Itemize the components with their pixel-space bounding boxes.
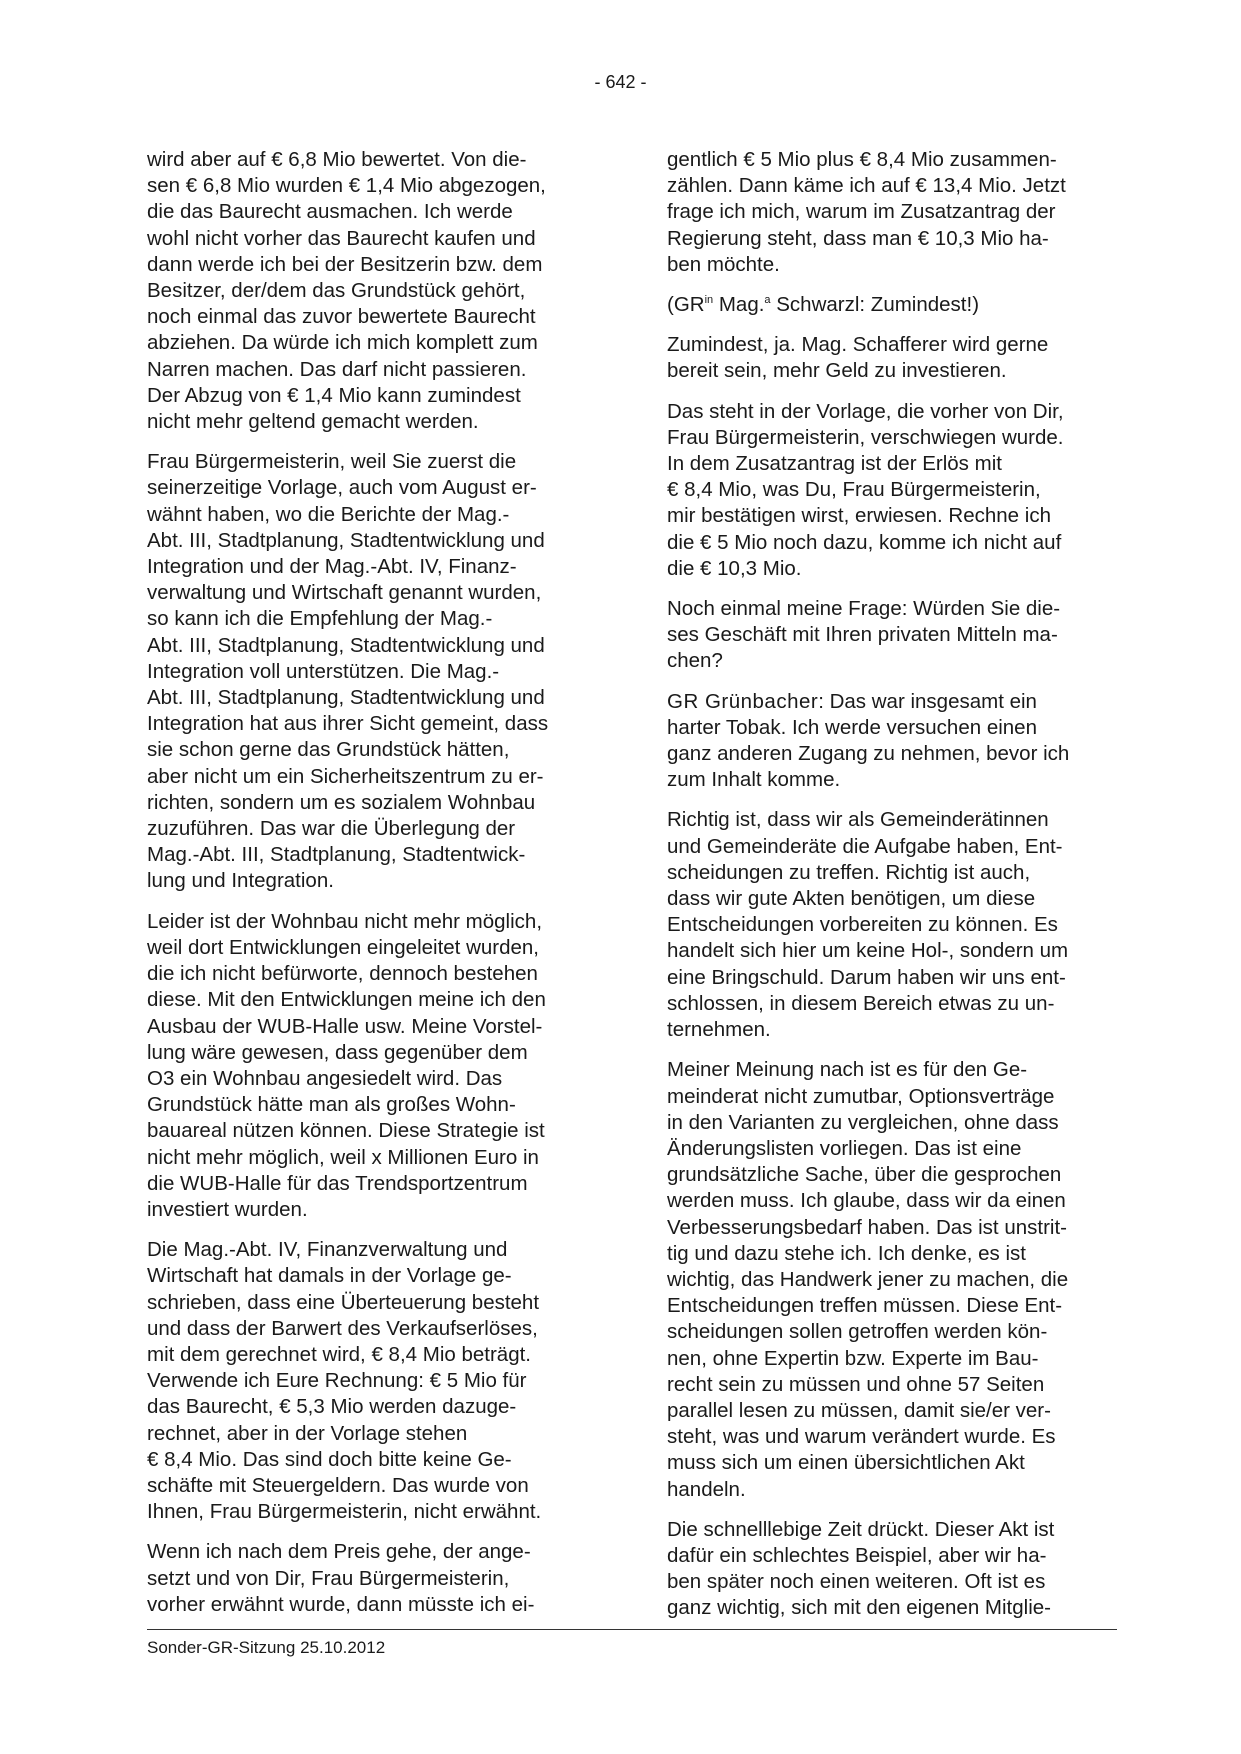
paragraph: Noch einmal meine Frage: Würden Sie die- ses Geschäft mit Ihren privaten Mitteln ma- chen? xyxy=(667,597,1061,673)
superscript: a xyxy=(764,294,771,307)
paragraph: Die Mag.-Abt. IV, Finanzverwaltung und Wirtschaft hat damals in der Vorlage ge- schrieben, dass eine Überteuerung besteht und dass der Barwert des Verkaufserlöses, mit dem gerechnet wird, € 8,4 Mio beträgt. Verwende ich Eure Rechnung: € 5 Mio für das Baurecht, € 5,3 Mio werden dazuge- rechnet, aber in der Vorlage stehen € 8,4 Mio. Das sind doch bitte keine Ge- schäfte mit Steuergeldern. Das wurde von Ihnen, Frau Bürgermeisterin, nicht erwähnt. xyxy=(147,1238,542,1524)
paragraph: gentlich € 5 Mio plus € 8,4 Mio zusammen- zählen. Dann käme ich auf € 13,4 Mio. Jetzt frage ich mich, warum im Zusatzantrag der Regierung steht, dass man € 10,3 Mio ha- ben möchte. xyxy=(667,148,1066,276)
speaker-paragraph xyxy=(667,689,1115,794)
paragraph: wird aber auf € 6,8 Mio bewertet. Von die- sen € 6,8 Mio wurden € 1,4 Mio abgezogen, die das Baurecht ausmachen. Ich werde wohl nicht vorher das Baurecht kaufen und dann werde ich bei der Besitzerin bzw. dem Besitzer, der/dem das Grundstück gehört, noch einmal das zuvor bewertete Baurecht abziehen. Da würde ich mich komplett zum Narren machen. Das darf nicht passieren. Der Abzug von € 1,4 Mio kann zumindest nicht mehr geltend gemacht werden. xyxy=(147,148,546,434)
interjection-open: (GR xyxy=(667,293,705,317)
footer-divider xyxy=(147,1629,1117,1630)
paragraph: Leider ist der Wohnbau nicht mehr möglich, weil dort Entwicklungen eingeleitet wurden, die ich nicht befürworte, dennoch bestehen diese. Mit den Entwicklungen meine ich den Ausbau der WUB-Halle usw. Meine Vorstel- lung wäre gewesen, dass gegenüber dem O3 ein Wohnbau angesiedelt wird. Das Grundstück hätte man als großes Wohn- bauareal nützen können. Diese Strategie ist nicht mehr möglich, weil x Millionen Euro in die WUB-Halle für das Trendsportzentrum investiert wurden. xyxy=(147,909,546,1221)
paragraph: Das steht in der Vorlage, die vorher von Dir, Frau Bürgermeisterin, verschwiegen wurde. In dem Zusatzantrag ist der Erlös mit € 8,4 Mio, was Du, Frau Bürgermeisterin, mir bestätigen wirst, erwiesen. Rechne ich die € 5 Mio noch dazu, komme ich nicht auf die € 10,3 Mio. xyxy=(667,399,1064,580)
speaker-text: : Das war insgesamt ein harter Tobak. Ich werde versuchen einen ganz anderen Zugang zu nehmen, bevor ich zum Inhalt komme. xyxy=(667,689,1070,792)
paragraph: Frau Bürgermeisterin, weil Sie zuerst die seinerzeitige Vorlage, auch vom August er- wähnt haben, wo die Berichte der Mag.- Abt. III, Stadtplanung, Stadtentwicklung und Integration und der Mag.-Abt. IV, Finanz- verwaltung und Wirtschaft genannt wurden, so kann ich die Empfehlung der Mag.- Abt. III, Stadtplanung, Stadtentwicklung und Integration voll unterstützen. Die Mag.- Abt. III, Stadtplanung, Stadtentwicklung und Integration hat aus ihrer Sicht gemeint, dass sie schon gerne das Grundstück hätten, aber nicht um ein Sicherheitszentrum zu er- richten, sondern um es sozialem Wohnbau zuzuführen. Das war die Überlegung der Mag.-Abt. III, Stadtplanung, Stadtentwick- lung und Integration. xyxy=(147,450,549,893)
speaker-name: GR Grünbacher xyxy=(667,689,819,713)
paragraph: Meiner Meinung nach ist es für den Ge- meinderat nicht zumutbar, Optionsverträge in den Varianten zu vergleichen, ohne dass Änderungslisten vorliegen. Das ist eine grundsätzliche Sache, über die gesprochen werden muss. Ich glaube, dass wir da einen Verbesserungsbedarf haben. Das ist unstrit- tig und dazu stehe ich. Ich denke, es ist wichtig, das Handwerk jener zu machen, die Entscheidungen treffen müssen. Diese Ent- scheidungen sollen getroffen werden kön- nen, ohne Expertin bzw. Experte im Bau- recht sein zu müssen und ohne 57 Seiten parallel lesen zu müssen, damit sie/er ver- steht, was und warum verändert wurde. Es muss sich um einen übersichtlichen Akt handeln. xyxy=(667,1058,1069,1501)
interjection xyxy=(667,292,1115,318)
paragraph: Die schnelllebige Zeit drückt. Dieser Akt ist dafür ein schlechtes Beispiel, aber wir ha- ben später noch einen weiteren. Oft ist es ganz wichtig, sich mit den eigenen Mitglie- xyxy=(667,1517,1055,1620)
paragraph: Zumindest, ja. Mag. Schafferer wird gerne bereit sein, mehr Geld zu investieren. xyxy=(667,333,1049,383)
interjection-text: Schwarzl: Zumindest!) xyxy=(770,293,980,317)
superscript: in xyxy=(704,294,714,307)
footer: Sonder-GR-Sitzung 25.10.2012 xyxy=(147,1638,386,1657)
left-column xyxy=(147,147,595,1632)
page-number: - 642 - xyxy=(594,72,647,92)
paragraph: Richtig ist, dass wir als Gemeinderätinnen und Gemeinderäte die Aufgabe haben, Ent- scheidungen zu treffen. Richtig ist auch, dass wir gute Akten benötigen, um diese Entscheidungen vorbereiten zu können. Es handelt sich hier um keine Hol-, sondern um eine Bringschuld. Darum haben wir uns ent- schlossen, in diesem Bereich etwas zu un- ternehmen. xyxy=(667,808,1069,1042)
paragraph: Wenn ich nach dem Preis gehe, der ange- setzt und von Dir, Frau Bürgermeisterin, vorher erwähnt wurde, dann müsste ich ei- xyxy=(147,1540,535,1616)
right-column xyxy=(667,147,1115,1636)
interjection-title: Mag. xyxy=(713,293,765,317)
